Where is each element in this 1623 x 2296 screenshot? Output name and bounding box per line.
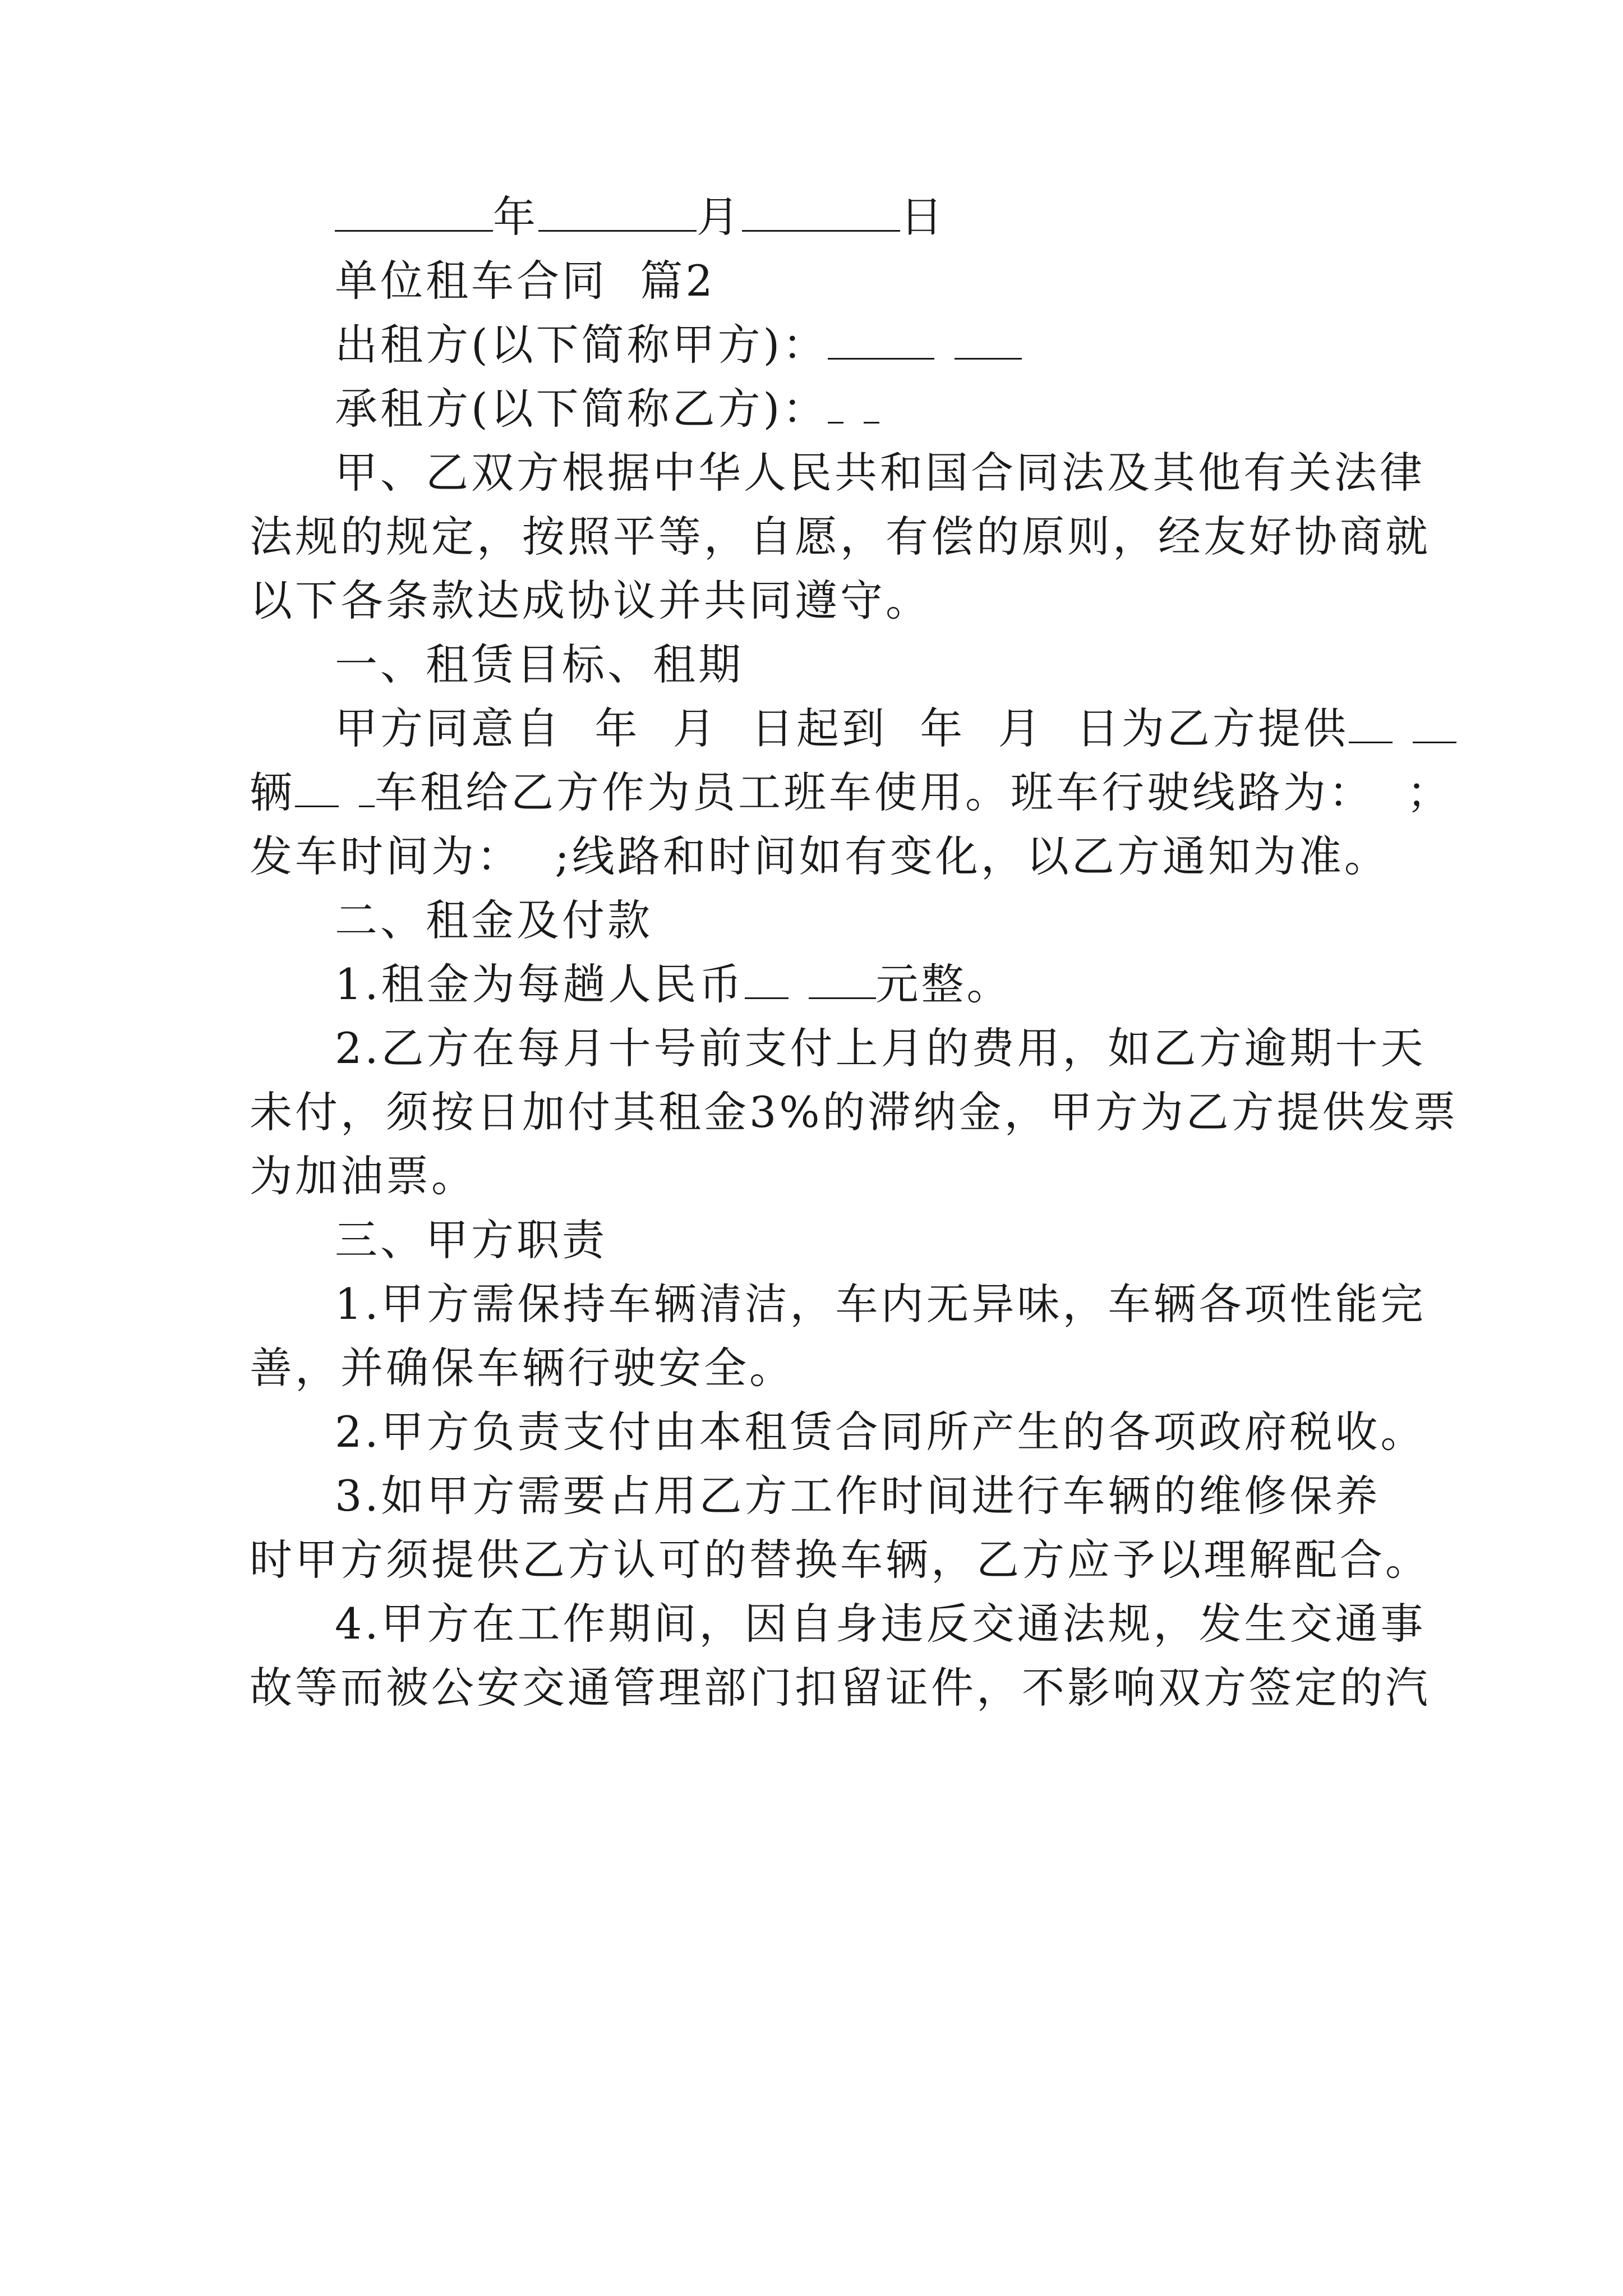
rent-label: 1.租金为每趟人民币 xyxy=(335,959,745,1009)
paragraph-line: 法规的规定，按照平等，自愿，有偿的原则，经友好协商就 xyxy=(250,512,1431,562)
heading-three: 三、甲方职责 xyxy=(335,1215,607,1265)
heading-one: 一、租赁目标、租期 xyxy=(335,639,744,689)
lessee-label: 承租方(以下简称乙方)： xyxy=(335,384,828,434)
lessor-line xyxy=(250,313,1382,377)
month-blank xyxy=(538,195,697,232)
paragraph-line: 善，并确保车辆行驶安全。 xyxy=(250,1343,795,1393)
paragraph-line: 2.乙方在每月十号前支付上月的费用，如乙方逾期十天 xyxy=(335,1023,1426,1073)
rent-line xyxy=(250,953,1382,1016)
document-body xyxy=(250,185,1459,1720)
paragraph-line: 3.如甲方需要占用乙方工作时间进行车辆的维修保养 xyxy=(335,1471,1381,1521)
vehicle-usage-text: 车租给乙方作为员工班车使用。班车行驶线路为： ； xyxy=(375,767,1453,817)
paragraph-line: 时甲方须提供乙方认可的替换车辆，乙方应予以理解配合。 xyxy=(250,1535,1431,1585)
rent-blank xyxy=(745,963,789,999)
paragraph-line: 故等而被公安交通管理部门扣留证件，不影响双方签定的汽 xyxy=(250,1663,1431,1713)
year-blank xyxy=(335,195,493,232)
section-title: 单位租车合同 篇2 xyxy=(335,256,716,306)
vehicle-type-blank-2 xyxy=(359,771,375,807)
paragraph-line: 以下各条款达成协议并共同遵守。 xyxy=(250,576,931,625)
paragraph-line: 4.甲方在工作期间，因自身违反交通法规，发生交通事 xyxy=(335,1599,1426,1649)
year-label: 年 xyxy=(493,192,538,242)
vehicle-unit: 辆 xyxy=(250,767,295,817)
vehicle-type-blank xyxy=(295,771,339,807)
day-blank xyxy=(742,195,900,232)
day-label: 日 xyxy=(900,192,946,242)
paragraph-line: 为加油票。 xyxy=(250,1151,477,1201)
lessor-blank-2 xyxy=(955,323,1022,360)
lease-term-line xyxy=(250,697,1382,761)
month-label: 月 xyxy=(697,192,742,242)
vehicle-count-blank xyxy=(1349,707,1393,743)
paragraph-line: 2.甲方负责支付由本租赁合同所产生的各项政府税收。 xyxy=(335,1407,1426,1457)
date-line xyxy=(250,185,1382,249)
paragraph-line: 发车时间为： ;线路和时间如有变化，以乙方通知为准。 xyxy=(250,831,1390,881)
vehicle-line xyxy=(250,761,1453,825)
lessee-line xyxy=(250,377,1382,441)
paragraph-line: 未付，须按日加付其租金3%的滞纳金，甲方为乙方提供发票 xyxy=(250,1087,1459,1137)
heading-two: 二、租金及付款 xyxy=(335,895,653,945)
paragraph-line: 1.甲方需保持车辆清洁，车内无异味，车辆各项性能完 xyxy=(335,1279,1426,1329)
rent-unit: 元整。 xyxy=(875,959,1012,1009)
paragraph-line: 甲、乙双方根据中华人民共和国合同法及其他有关法律 xyxy=(335,448,1425,498)
lessor-label: 出租方(以下简称甲方)： xyxy=(335,320,828,370)
rent-blank-2 xyxy=(809,963,876,999)
lessee-blank-2 xyxy=(864,387,879,424)
lessor-blank xyxy=(828,323,934,360)
lessee-blank xyxy=(828,387,843,424)
vehicle-count-blank-2 xyxy=(1413,707,1456,743)
lease-term-text: 甲方同意自 年 月 日起到 年 月 日为乙方提供 xyxy=(335,703,1349,753)
